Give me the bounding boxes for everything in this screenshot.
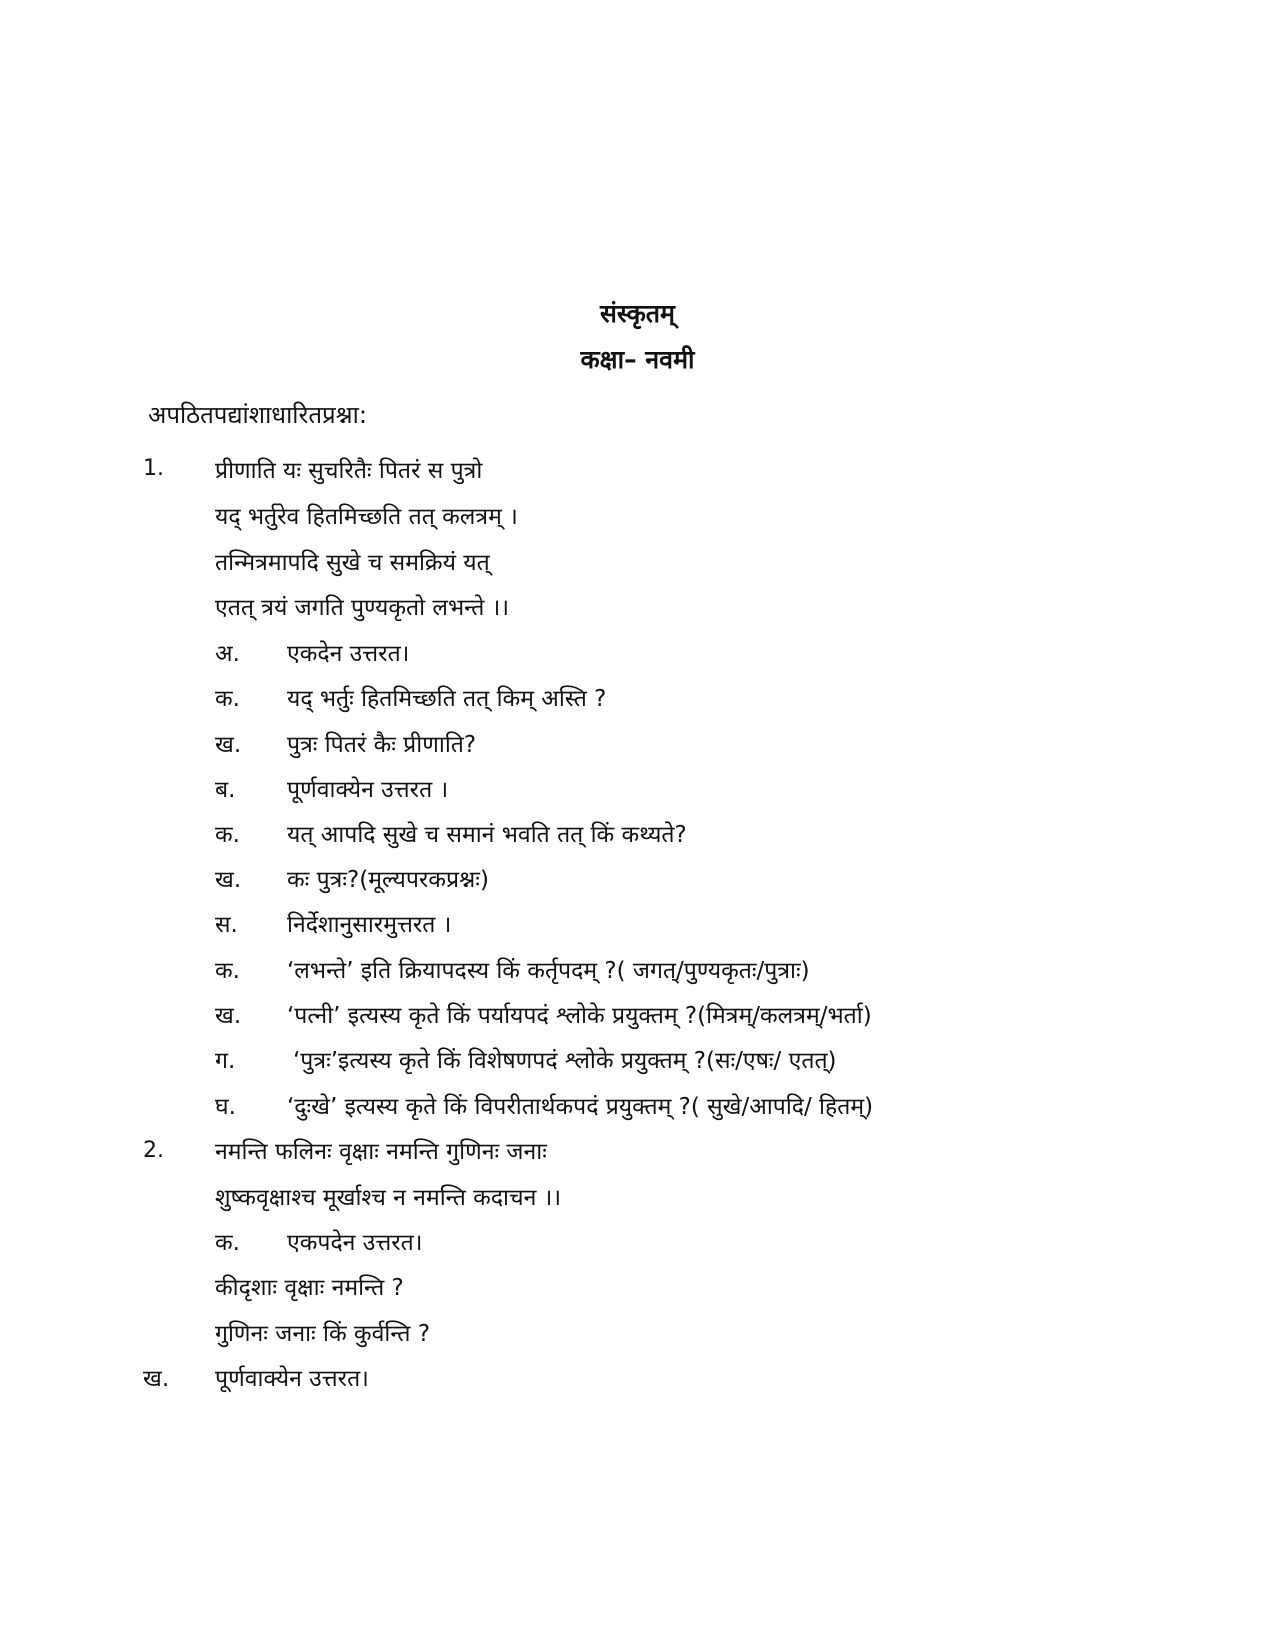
verse-line: प्रीणाति यः सुचरितैः पितरं स पुत्रो	[215, 458, 483, 484]
verse-line: एतत् त्रयं जगति पुण्यकृतो लभन्ते ।।	[215, 595, 510, 621]
sub-section-instruction: एकदेन उत्तरत।	[287, 641, 410, 667]
question-text: यद् भर्तुः हितमिच्छति तत् किम् अस्ति ?	[287, 686, 607, 712]
item-label: ख.	[215, 867, 242, 893]
verse-line: शुष्कवृक्षाश्च मूर्खाश्च न नमन्ति कदाचन ।।	[215, 1185, 562, 1211]
question-number: 1.	[143, 456, 164, 481]
sub-section-instruction: पूर्णवाक्येन उत्तरत।	[215, 1366, 369, 1392]
question-text: ‘पत्नी’ इत्यस्य कृते किं पर्यायपदं श्लोके प्रयुक्तम् ?(मित्रम्/कलत्रम्/भर्ता)	[287, 1003, 872, 1029]
question-text: कः पुत्रः?(मूल्यपरकप्रश्नः)	[287, 867, 489, 893]
class-subtitle: कक्षा– नवमी	[580, 345, 695, 374]
question-number: 2.	[143, 1138, 164, 1163]
section-heading: अपठितपद्यांशाधारितप्रश्ना:	[148, 401, 367, 429]
sub-section-instruction: निर्देशानुसारमुत्तरत ।	[287, 912, 452, 938]
question-text: ‘दुःखे’ इत्यस्य कृते किं विपरीतार्थकपदं प्रयुक्तम् ?( सुखे/आपदि/ हितम्)	[287, 1094, 874, 1120]
verse-line: तन्मित्रमापदि सुखे च समक्रियं यत्	[215, 550, 490, 576]
question-text: ‘पुत्रः’इत्यस्य कृते किं विशेषणपदं श्लोके प्रयुक्तम् ?(सः/एषः/ एतत्)	[293, 1048, 837, 1074]
verse-line: नमन्ति फलिनः वृक्षाः नमन्ति गुणिनः जनाः	[215, 1139, 547, 1165]
item-label: ख.	[215, 732, 242, 758]
page-title: संस्कृतम्	[599, 299, 676, 328]
sub-section-label: अ.	[215, 641, 240, 667]
item-label: क.	[215, 822, 240, 848]
sub-section-label: ख.	[143, 1366, 170, 1392]
question-text: यत् आपदि सुखे च समानं भवति तत् किं कथ्यते?	[287, 822, 687, 848]
question-text: कीदृशाः वृक्षाः नमन्ति ?	[215, 1275, 404, 1301]
item-label: ग.	[215, 1048, 236, 1074]
sub-section-instruction: पूर्णवाक्येन उत्तरत ।	[287, 777, 449, 803]
item-label: क.	[215, 686, 240, 712]
item-label: ख.	[215, 1003, 242, 1029]
verse-line: यद् भर्तुरेव हितमिच्छति तत् कलत्रम् ।	[215, 504, 518, 530]
question-text: पुत्रः पितरं कैः प्रीणाति?	[287, 732, 477, 758]
item-label: घ.	[215, 1094, 236, 1120]
sub-section-instruction: एकपदेन उत्तरत।	[287, 1230, 423, 1256]
question-text: गुणिनः जनाः किं कुर्वन्ति ?	[215, 1321, 431, 1347]
sub-section-label: स.	[215, 912, 238, 938]
sub-section-label: क.	[215, 1230, 240, 1256]
question-text: ‘लभन्ते’ इति क्रियापदस्य किं कर्तृपदम् ?( जगत्/पुण्यकृतः/पुत्राः)	[287, 958, 810, 984]
sub-section-label: ब.	[215, 777, 236, 803]
item-label: क.	[215, 958, 240, 984]
